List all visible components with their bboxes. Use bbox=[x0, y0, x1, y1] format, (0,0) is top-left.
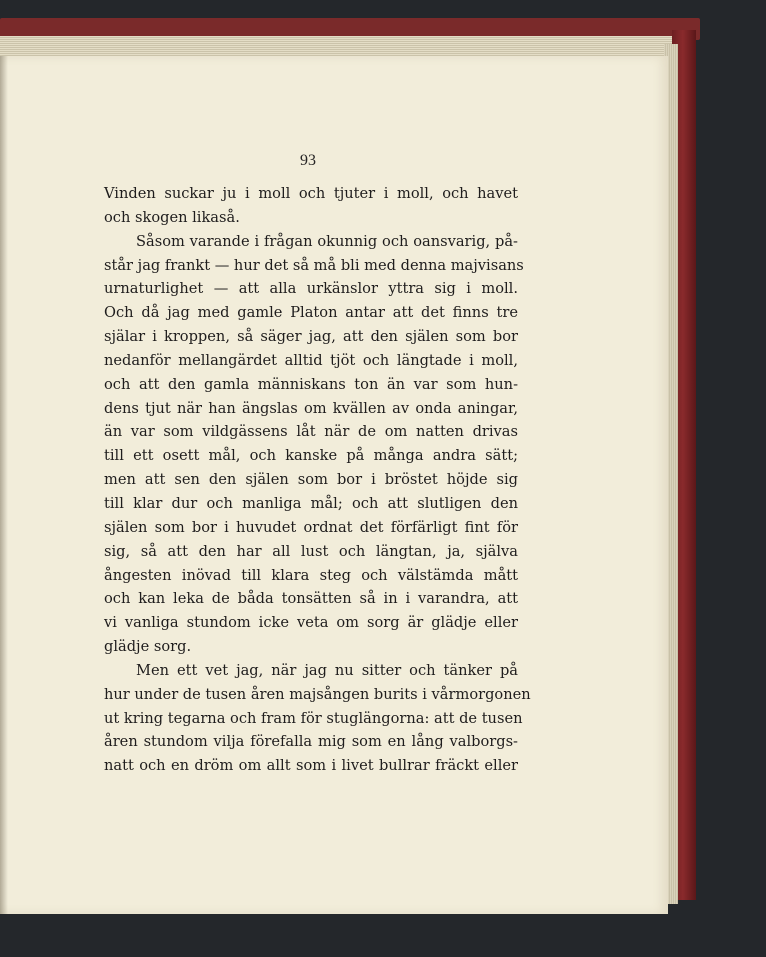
page-edges-top bbox=[0, 36, 684, 58]
text-line: urnaturlighet — att alla urkänslor yttra sig i moll. bbox=[104, 280, 518, 298]
text-line: hur under de tusen åren majsången burits i vårmorgonen bbox=[104, 685, 531, 703]
text-line: Såsom varande i frågan okunnig och oansvarig, på- bbox=[136, 232, 518, 250]
text-line: sig, så att den har all lust och längtan, ja, själva bbox=[104, 542, 518, 560]
text-line: åren stundom vilja förefalla mig som en lång valborgs- bbox=[104, 733, 518, 751]
text-line: och att den gamla människans ton än var som hun- bbox=[104, 375, 518, 393]
text-line: glädje sorg. bbox=[104, 638, 192, 656]
text-line: natt och en dröm om allt som i livet bullrar fräckt eller bbox=[104, 757, 518, 775]
text-line: men att sen den själen som bor i bröstet höjde sig bbox=[104, 471, 518, 489]
text-line: själen som bor i huvudet ordnat det förfärligt fint för bbox=[104, 518, 518, 536]
gutter-shadow bbox=[0, 56, 8, 914]
text-line: Men ett vet jag, när jag nu sitter och tänker på bbox=[136, 661, 518, 679]
text-line: till klar dur och manliga mål; och att slutligen den bbox=[104, 494, 518, 512]
text-line: vi vanliga stundom icke veta om sorg är glädje eller bbox=[104, 614, 518, 632]
text-line: själar i kroppen, så säger jag, att den själen som bor bbox=[104, 328, 518, 346]
body-text bbox=[104, 182, 531, 778]
text-line: och kan leka de båda tonsätten så in i varandra, att bbox=[104, 590, 518, 608]
text-line: till ett osett mål, och kanske på många andra sätt; bbox=[104, 447, 518, 465]
text-line: dens tjut när han ängslas om kvällen av onda aningar, bbox=[104, 399, 518, 417]
text-line: och skogen likaså. bbox=[104, 208, 240, 226]
text-line: Vinden suckar ju i moll och tjuter i moll, och havet bbox=[104, 185, 518, 202]
text-line: ångesten inövad till klara steg och välstämda mått bbox=[104, 566, 518, 584]
text-line: än var som vildgässens låt när de om natten drivas bbox=[104, 423, 518, 441]
text-line: nedanför mellangärdet alltid tjöt och längtade i moll, bbox=[104, 351, 518, 369]
text-line: står jag frankt — hur det så må bli med denna majvisans bbox=[104, 256, 524, 274]
page-number: 93 bbox=[300, 152, 316, 169]
text-line: ut kring tegarna och fram för stuglängorna: att de tusen bbox=[104, 709, 523, 727]
text-line: Och då jag med gamle Platon antar att det finns tre bbox=[104, 304, 518, 322]
